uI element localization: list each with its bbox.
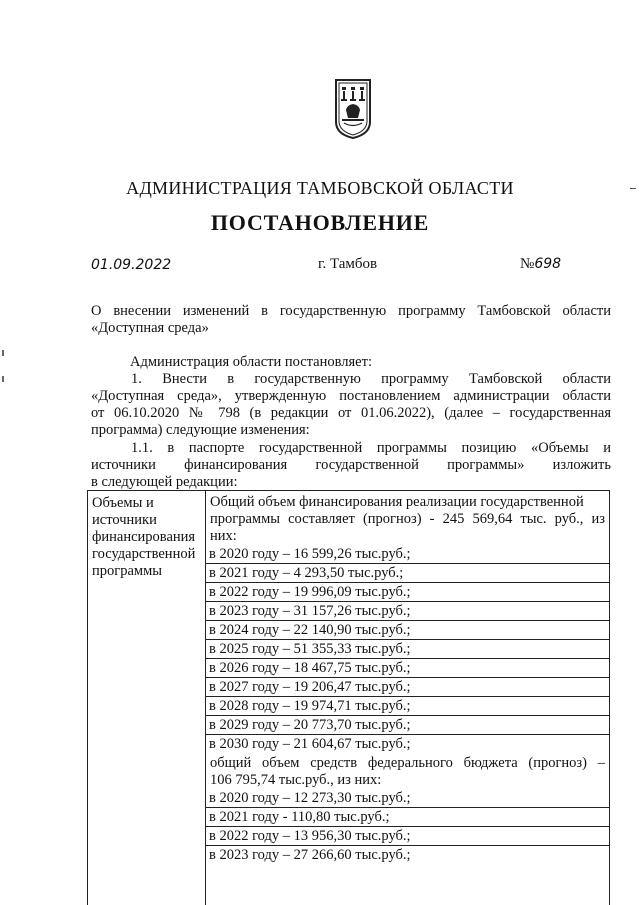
total-year-row: в 2024 году – 22 140,90 тыс.руб.;	[206, 620, 609, 639]
document-type-title: ПОСТАНОВЛЕНИЕ	[210, 210, 430, 235]
number-value: 698	[534, 256, 562, 272]
document-city: г. Тамбов	[318, 256, 378, 272]
federal-line: 106 795,74 тыс.руб., из них:	[210, 772, 382, 788]
document-date: 01.09.2022	[91, 257, 172, 273]
federal-year-row: в 2023 году – 27 266,60 тыс.руб.;	[206, 845, 609, 864]
financing-label-cell	[88, 491, 206, 905]
label-line: финансирования	[92, 529, 196, 545]
item-line: «Доступная среда», утвержденную постановлением администрации области	[91, 388, 611, 404]
item-1-1-paragraph	[91, 440, 611, 491]
total-year-row: в 2022 году – 19 996,09 тыс.руб.;	[206, 582, 609, 601]
item-line: 1.1. в паспорте государственной программы позицию «Объемы и	[131, 440, 611, 456]
total-line: Общий объем финансирования реализации государственной	[210, 494, 584, 510]
federal-year-row: в 2020 году – 12 273,30 тыс.руб.;	[209, 790, 411, 806]
federal-financing-text	[206, 753, 609, 789]
financing-table	[87, 490, 610, 905]
total-line: них:	[210, 528, 237, 544]
subject-line: «Доступная среда»	[91, 320, 209, 336]
item-line: источники финансирования государственной программы» изложить	[91, 457, 611, 473]
item-line: в следующей редакции:	[91, 474, 238, 490]
total-year-row: в 2027 году – 19 206,47 тыс.руб.;	[206, 677, 609, 696]
total-year-row: в 2026 году – 18 467,75 тыс.руб.;	[206, 658, 609, 677]
item-1-paragraph	[91, 371, 611, 439]
item-line: 1. Внести в государственную программу Тамбовской области	[131, 371, 611, 387]
label-line: источники	[92, 512, 157, 528]
total-year-row: в 2028 году – 19 974,71 тыс.руб.;	[206, 696, 609, 715]
total-year-row: в 2030 году – 21 604,67 тыс.руб.;	[206, 734, 609, 753]
scan-margin-mark	[2, 350, 4, 356]
organization-title: АДМИНИСТРАЦИЯ ТАМБОВСКОЙ ОБЛАСТИ	[126, 178, 514, 198]
subject-paragraph	[91, 303, 611, 337]
label-line: Объемы и	[92, 495, 154, 511]
item-line: программа) следующие изменения:	[91, 422, 310, 438]
label-line: программы	[92, 563, 162, 579]
total-year-row: в 2020 году – 16 599,26 тыс.руб.;	[209, 546, 411, 562]
total-financing-text	[206, 491, 609, 545]
total-year-row: в 2029 году – 20 773,70 тыс.руб.;	[206, 715, 609, 734]
scan-margin-mark	[630, 188, 636, 189]
financing-value-cell	[206, 491, 609, 905]
total-year-row: в 2023 году – 31 157,26 тыс.руб.;	[206, 601, 609, 620]
federal-year-row: в 2021 году - 110,80 тыс.руб.;	[206, 807, 609, 826]
scan-margin-mark	[2, 376, 4, 382]
federal-year-row: в 2022 году – 13 956,30 тыс.руб.;	[206, 826, 609, 845]
label-line: государственной	[92, 546, 196, 562]
tambov-coat-of-arms-icon	[330, 78, 376, 140]
total-year-row: в 2025 году – 51 355,33 тыс.руб.;	[206, 639, 609, 658]
total-line: программы составляет (прогноз) - 245 569,64 тыс. руб., из	[210, 511, 605, 527]
intro-text: Администрация области постановляет:	[130, 354, 372, 370]
federal-line: общий объем средств федерального бюджета (прогноз) –	[210, 755, 605, 771]
document-number	[520, 256, 561, 273]
number-prefix: №	[520, 256, 535, 272]
subject-line: О внесении изменений в государственную программу Тамбовской области	[91, 303, 611, 319]
item-line: от 06.10.2020 № 798 (в редакции от 01.06.2022), (далее – государственная	[91, 405, 611, 421]
total-year-row: в 2021 году – 4 293,50 тыс.руб.;	[206, 563, 609, 582]
